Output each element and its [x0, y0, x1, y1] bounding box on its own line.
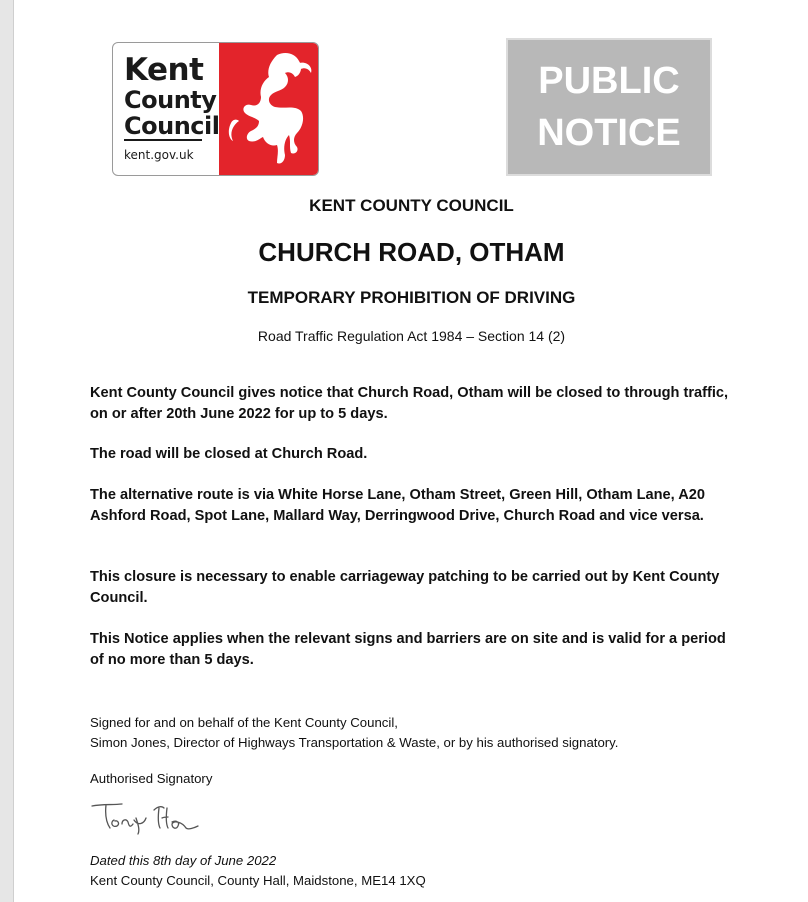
date-line: Dated this 8th day of June 2022 — [90, 853, 277, 868]
paragraph-validity: This Notice applies when the relevant signs and barriers are on site and is valid for a period of no more than 5 days. — [90, 631, 726, 668]
paragraph-closure-reason: This closure is necessary to enable carriageway patching to be carried out by Kent County Council. — [90, 569, 720, 606]
authorised-signatory-label: Authorised Signatory — [90, 771, 213, 786]
logo-line-3: Council — [124, 112, 220, 140]
paragraph-closure-location: The road will be closed at Church Road. — [90, 446, 368, 462]
handwritten-signature — [88, 800, 208, 836]
road-heading: CHURCH ROAD, OTHAM — [258, 237, 565, 267]
order-heading: TEMPORARY PROHIBITION OF DRIVING — [247, 288, 576, 307]
kcc-logo — [112, 42, 319, 176]
act-reference: Road Traffic Regulation Act 1984 – Section 14 (2) — [257, 328, 566, 344]
organisation-heading: KENT COUNTY COUNCIL — [309, 196, 514, 215]
council-address: Kent County Council, County Hall, Maidstone, ME14 1XQ — [90, 873, 426, 888]
public-notice-line-1: PUBLIC — [538, 60, 680, 102]
logo-wordmark — [124, 52, 220, 162]
signoff-line-1: Signed for and on behalf of the Kent County Council, — [90, 715, 398, 730]
notice-page — [13, 0, 808, 902]
public-notice-line-2: NOTICE — [537, 112, 681, 154]
logo-line-1: Kent — [124, 52, 204, 88]
logo-red-panel — [219, 43, 318, 175]
logo-line-2: County — [124, 86, 217, 114]
logo-url: kent.gov.uk — [124, 148, 194, 162]
signoff-line-2: Simon Jones, Director of Highways Transportation & Waste, or by his authorised signatory. — [90, 735, 619, 750]
public-notice-badge — [506, 38, 712, 176]
white-horse-icon — [219, 43, 318, 175]
paragraph-alternative-route: The alternative route is via White Horse Lane, Otham Street, Green Hill, Otham Lane, A20 Ashford Road, Spot Lane, Mallard Way, Derringwood Drive, Church Road and vice versa. — [90, 487, 705, 524]
paragraph-closure-notice: Kent County Council gives notice that Church Road, Otham will be closed to through traffic, on or after 20th June 2022 for up to 5 days. — [90, 385, 729, 422]
